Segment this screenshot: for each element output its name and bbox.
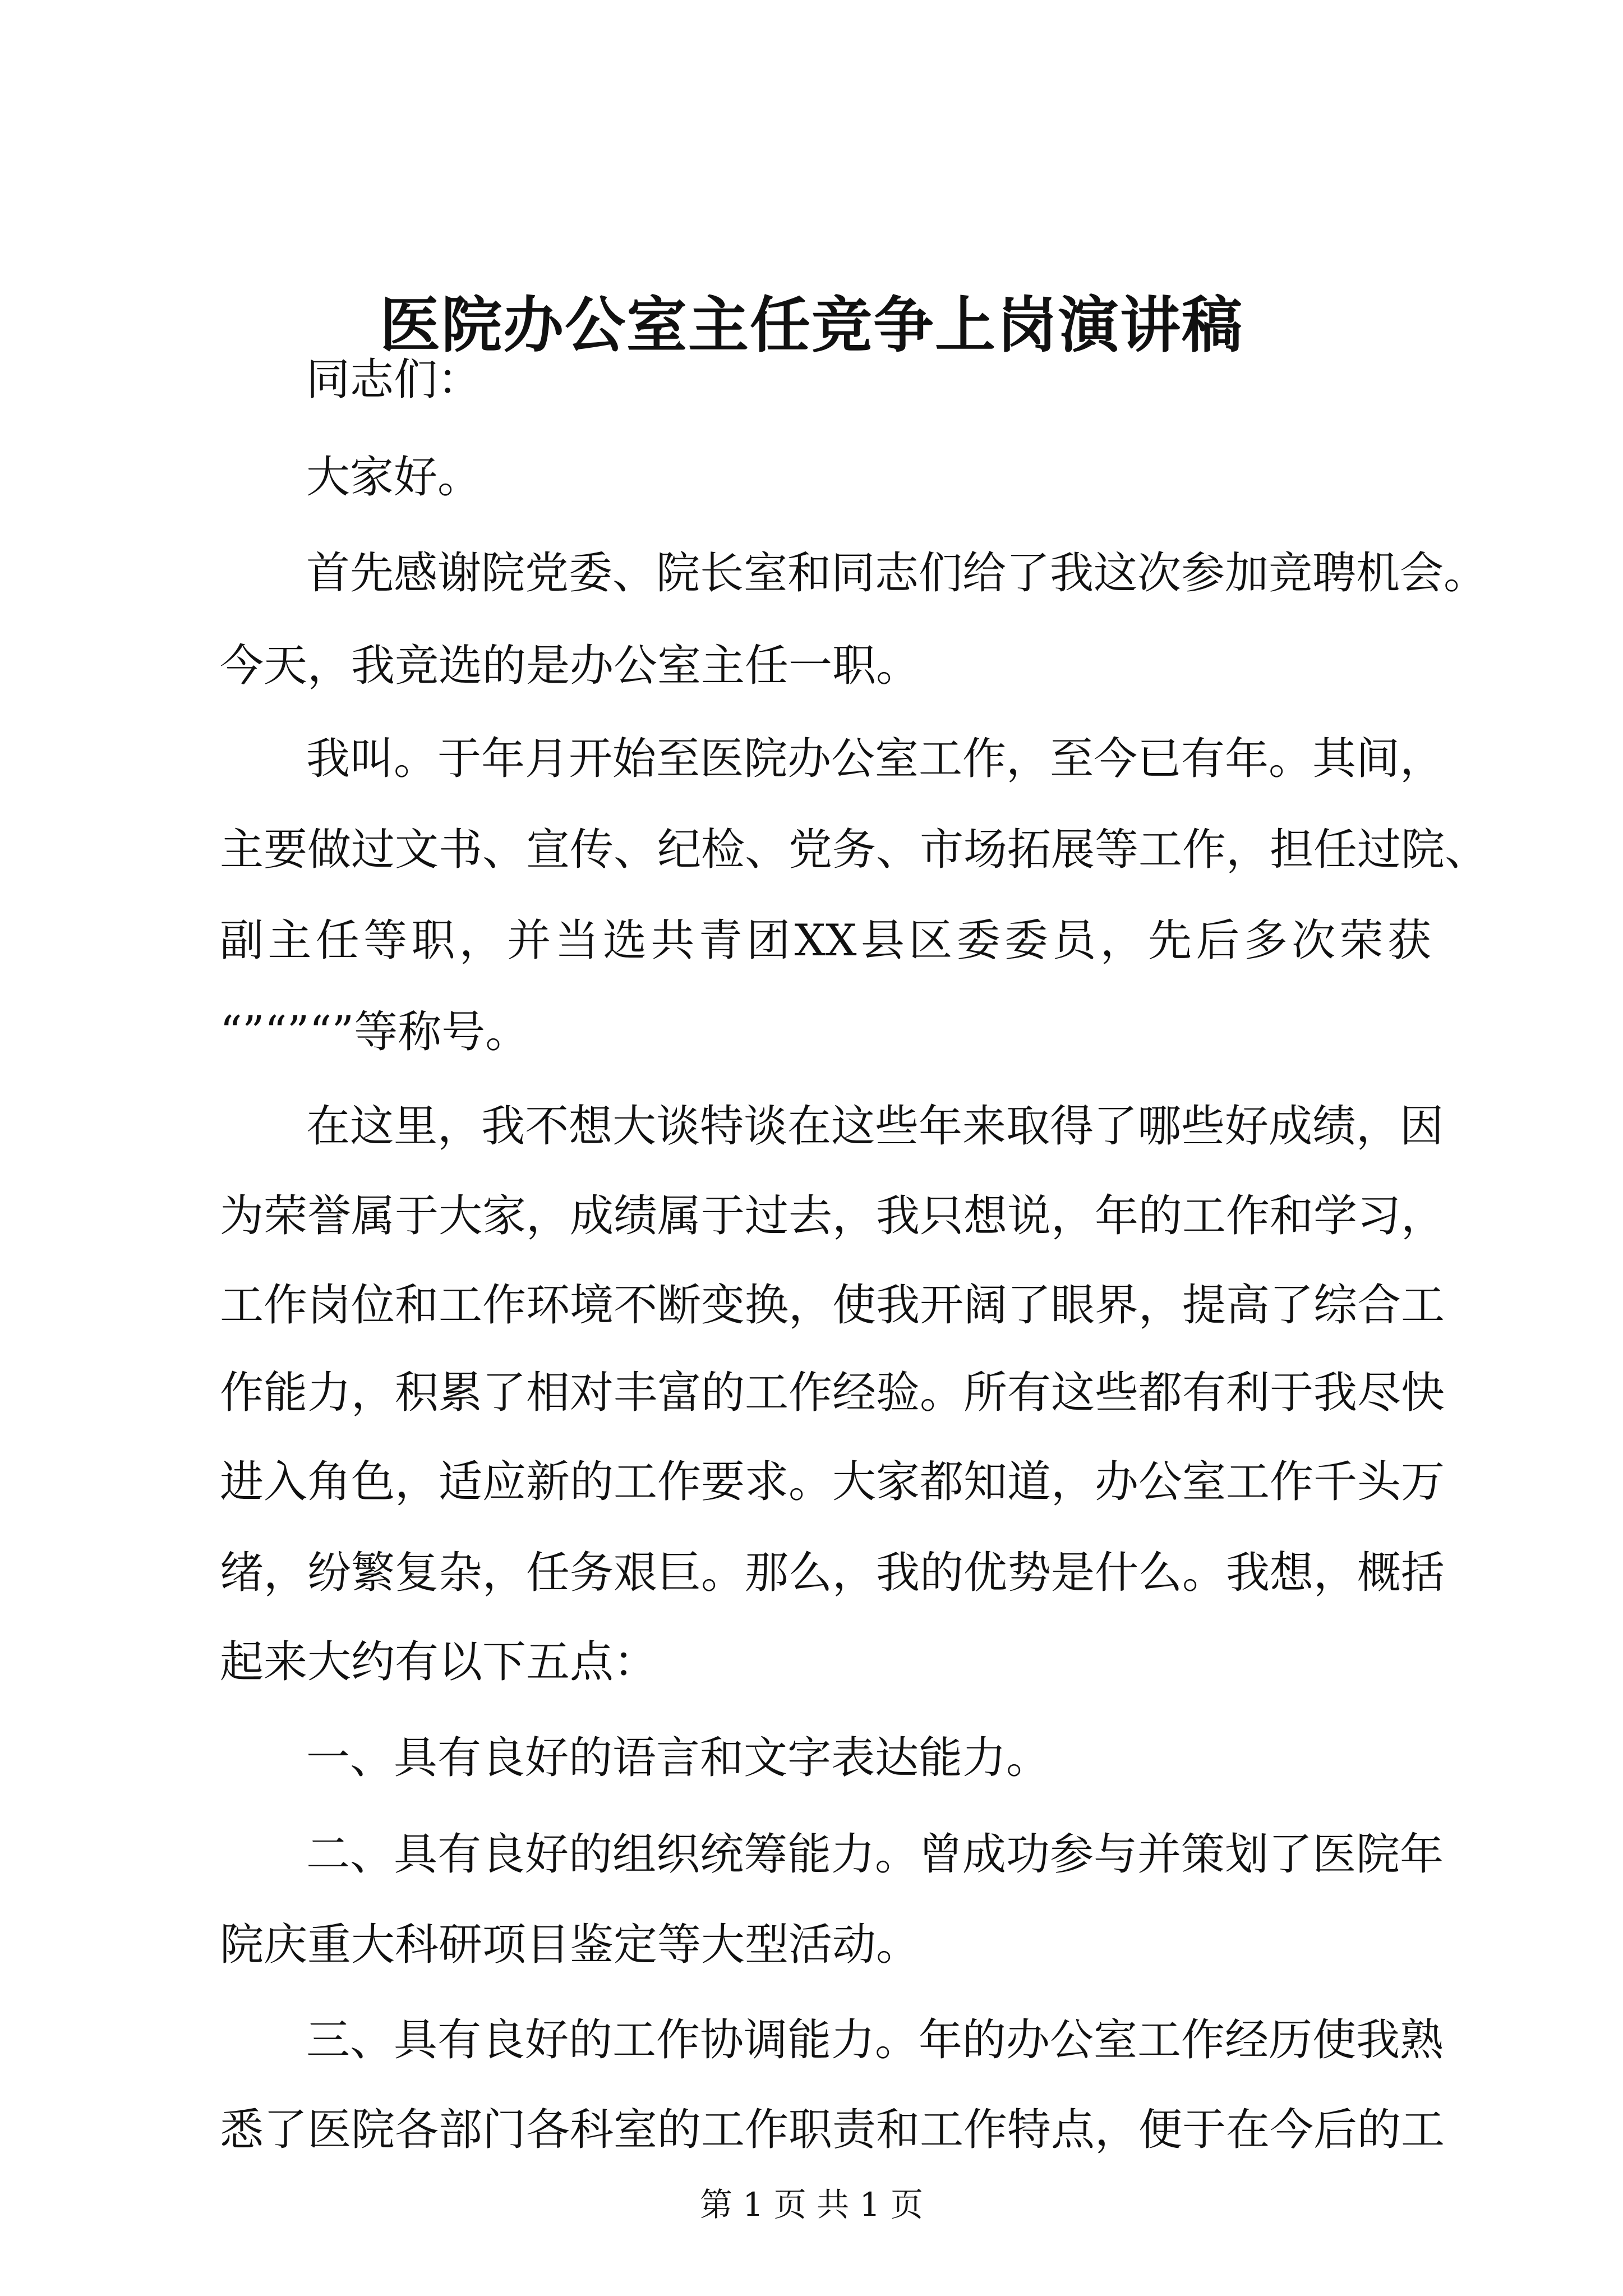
list-item: 一、具有良好的语言和文字表达能力。 [306,1733,1050,1783]
greeting-line: 大家好。 [306,452,482,503]
paragraph-line: 起来大约有以下五点： [220,1637,658,1687]
list-item: 二、具有良好的组织统筹能力。曾成功参与并策划了医院年 [306,1829,1444,1880]
paragraph-line: 在这里，我不想大谈特谈在这些年来取得了哪些好成绩，因 [306,1101,1444,1152]
document-title: 医院办公室主任竞争上岗演讲稿 [379,290,1243,361]
paragraph-line: 我叫。于年月开始至医院办公室工作，至今已有年。其间， [306,734,1444,784]
paragraph-line: 工作岗位和工作环境不断变换，使我开阔了眼界，提高了综合工 [220,1280,1445,1331]
list-item-continuation: 院庆重大科研项目鉴定等大型活动。 [220,1920,920,1970]
list-item-continuation: 悉了医院各部门各科室的工作职责和工作特点，便于在今后的工 [220,2105,1445,2155]
paragraph-line: 今天，我竞选的是办公室主任一职。 [220,641,920,691]
paragraph-line: “”“”“”等称号。 [220,1007,529,1057]
paragraph-line: 进入角色，适应新的工作要求。大家都知道，办公室工作千头万 [220,1457,1445,1507]
salutation-line: 同志们： [306,355,482,405]
paragraph-line: 作能力，积累了相对丰富的工作经验。所有这些都有利于我尽快 [220,1368,1445,1418]
paragraph-line: 副主任等职，并当选共青团XX县区委委员，先后多次荣获 [220,915,1431,966]
page-footer: 第 1 页 共 1 页 [700,2185,923,2224]
paragraph-line: 为荣誉属于大家，成绩属于过去，我只想说，年的工作和学习， [220,1191,1445,1241]
list-item: 三、具有良好的工作协调能力。年的办公室工作经历使我熟 [306,2015,1444,2065]
paragraph-line: 绪，纷繁复杂，任务艰巨。那么，我的优势是什么。我想，概括 [220,1548,1445,1598]
paragraph-line: 首先感谢院党委、院长室和同志们给了我这次参加竞聘机会。 [306,548,1488,599]
paragraph-line: 主要做过文书、宣传、纪检、党务、市场拓展等工作，担任过院、 [220,825,1489,875]
